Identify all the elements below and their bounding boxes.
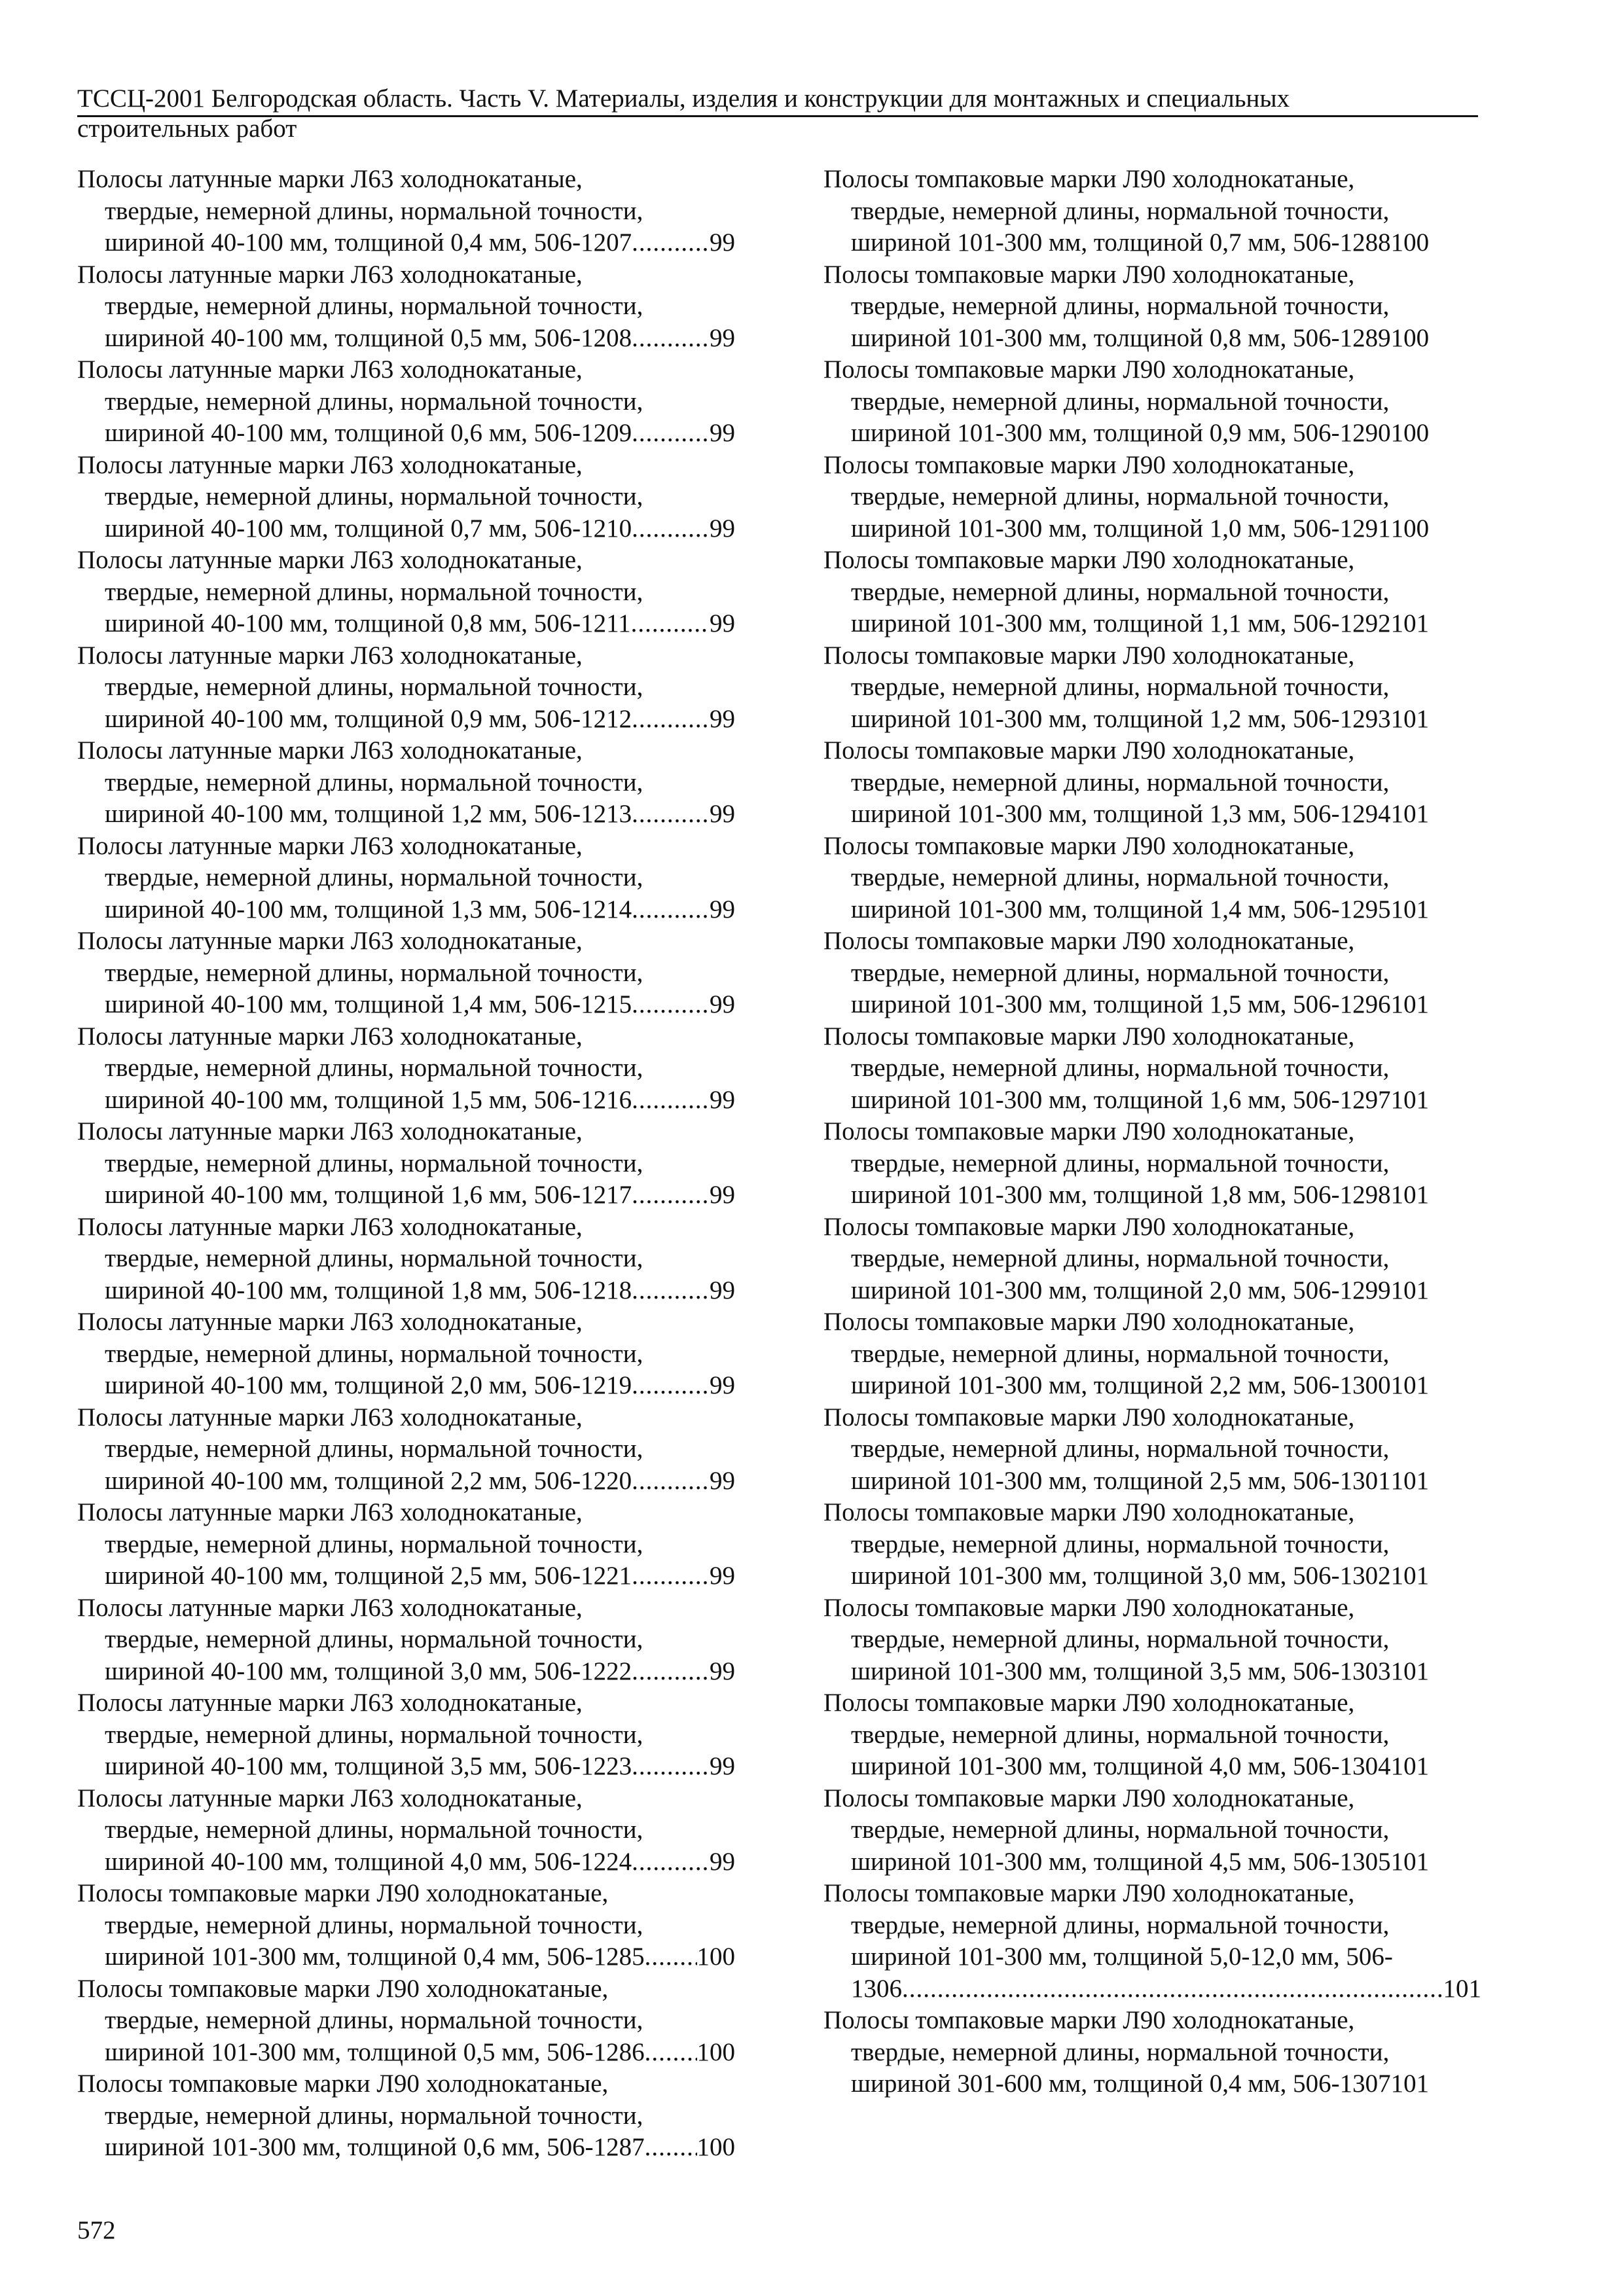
entry-spec: твердые, немерной длины, нормальной точности, [105, 958, 643, 987]
entry-detail-line [77, 1656, 735, 1688]
entry-spec: твердые, немерной длины, нормальной точности, [851, 577, 1390, 606]
dot-leader [645, 2037, 697, 2069]
entry-title: Полосы латунные марки Л63 холоднокатаные, [77, 736, 583, 764]
entry-spec: твердые, немерной длины, нормальной точности, [105, 1816, 643, 1844]
entry-title: Полосы томпаковые марки Л90 холоднокатаные, [77, 1879, 609, 1907]
entry-detail: шириной 301-600 мм, толщиной 0,4 мм, 506-1307 [851, 2070, 1391, 2098]
entry-detail: шириной 40-100 мм, толщиной 1,6 мм, 506-1217 [105, 1181, 632, 1209]
entry-detail: шириной 40-100 мм, толщиной 1,4 мм, 506-1215 [105, 990, 632, 1018]
entry-detail-line [77, 1846, 735, 1878]
entry-title: Полосы латунные марки Л63 холоднокатаные, [77, 260, 583, 289]
entry-title: Полосы латунные марки Л63 холоднокатаные, [77, 165, 583, 193]
entry-spec: твердые, немерной длины, нормальной точности, [851, 292, 1390, 320]
index-entry [823, 2005, 1481, 2100]
entry-detail-line [77, 1275, 735, 1307]
page-reference: 101 [1390, 1371, 1430, 1399]
entry-title: Полосы томпаковые марки Л90 холоднокатаные, [823, 355, 1355, 384]
entry-spec: твердые, немерной длины, нормальной точности, [105, 196, 643, 225]
entry-title: Полосы томпаковые марки Л90 холоднокатаные, [823, 927, 1355, 955]
page-reference: 100 [696, 2037, 735, 2066]
index-entry [77, 1497, 735, 1592]
index-entry [823, 1497, 1481, 1592]
entry-title: Полосы томпаковые марки Л90 холоднокатаные, [823, 1498, 1355, 1526]
dot-leader [632, 1560, 710, 1592]
index-entry [77, 545, 735, 640]
entry-detail: шириной 101-300 мм, толщиной 0,5 мм, 506-1286 [105, 2037, 645, 2066]
entry-detail: шириной 101-300 мм, толщиной 0,9 мм, 506-1290 [851, 419, 1391, 447]
entry-detail-line [823, 1370, 1481, 1402]
entry-detail: шириной 40-100 мм, толщиной 0,8 мм, 506-1211 [105, 609, 631, 637]
entry-title: Полосы томпаковые марки Л90 холоднокатаные, [823, 831, 1355, 860]
index-entry [77, 640, 735, 736]
dot-leader [632, 1085, 710, 1117]
entry-detail-line [77, 1941, 735, 1973]
page-reference: 101 [1390, 1657, 1430, 1685]
entry-spec: твердые, немерной длины, нормальной точности, [105, 2006, 643, 2034]
entry-detail: шириной 101-300 мм, толщиной 0,4 мм, 506-1285 [105, 1943, 645, 1971]
page-reference: 101 [1390, 1276, 1430, 1304]
page-reference: 101 [1390, 609, 1430, 637]
index-entry [77, 164, 735, 259]
entry-title: Полосы латунные марки Л63 холоднокатаные, [77, 1212, 583, 1241]
entry-detail-line [823, 227, 1481, 259]
page-reference: 99 [710, 1657, 735, 1685]
index-entry [77, 259, 735, 355]
page-reference: 100 [1390, 419, 1430, 447]
entry-spec: твердые, немерной длины, нормальной точности, [851, 1910, 1390, 1939]
index-entry [77, 450, 735, 545]
page-reference: 101 [1390, 1085, 1430, 1114]
entry-detail-line [823, 798, 1481, 831]
entry-title: Полосы томпаковые марки Л90 холоднокатаные, [823, 1593, 1355, 1622]
entry-title: Полосы томпаковые марки Л90 холоднокатаные, [823, 1022, 1355, 1050]
entry-spec: твердые, немерной длины, нормальной точности, [105, 1530, 643, 1558]
page-reference: 99 [710, 1085, 735, 1114]
page-reference: 99 [710, 514, 735, 543]
entry-detail-line [823, 1085, 1481, 1117]
dot-leader [632, 704, 710, 736]
entry-spec: твердые, немерной длины, нормальной точности, [851, 673, 1390, 701]
entry-detail: шириной 40-100 мм, толщиной 0,5 мм, 506-1208 [105, 323, 632, 352]
entry-detail: шириной 101-300 мм, толщиной 1,2 мм, 506-1293 [851, 704, 1391, 733]
header-title-line2: строительных работ [77, 115, 297, 143]
index-entry [823, 1783, 1481, 1878]
dot-leader [902, 1973, 1443, 2005]
page-reference: 101 [1390, 895, 1430, 924]
entry-detail-line [823, 513, 1481, 545]
dot-leader [632, 1846, 710, 1878]
dot-leader [632, 418, 710, 450]
entry-detail: шириной 40-100 мм, толщиной 1,5 мм, 506-1216 [105, 1085, 632, 1114]
entry-detail: шириной 40-100 мм, толщиной 3,5 мм, 506-1223 [105, 1752, 632, 1780]
entry-detail-line [823, 323, 1481, 355]
index-entry [823, 354, 1481, 450]
entry-spec: твердые, немерной длины, нормальной точности, [105, 577, 643, 606]
index-entry [823, 450, 1481, 545]
page-reference: 100 [1390, 228, 1430, 257]
entry-spec: твердые, немерной длины, нормальной точности, [851, 1816, 1390, 1844]
entry-title: Полосы томпаковые марки Л90 холоднокатаные, [823, 1403, 1355, 1431]
entry-detail: шириной 40-100 мм, толщиной 2,5 мм, 506-1221 [105, 1562, 632, 1590]
entry-spec: твердые, немерной длины, нормальной точности, [851, 1054, 1390, 1082]
entry-title: Полосы томпаковые марки Л90 холоднокатаные, [823, 260, 1355, 289]
entry-detail: шириной 40-100 мм, толщиной 4,0 мм, 506-1224 [105, 1847, 632, 1876]
entry-detail: шириной 101-300 мм, толщиной 1,6 мм, 506-1297 [851, 1085, 1391, 1114]
index-entry [77, 1211, 735, 1307]
page-reference: 101 [1390, 704, 1430, 733]
entry-title: Полосы латунные марки Л63 холоднокатаные, [77, 355, 583, 384]
dot-leader [632, 1179, 710, 1211]
page-reference: 99 [710, 800, 735, 828]
entry-detail: шириной 101-300 мм, толщиной 1,1 мм, 506-1292 [851, 609, 1391, 637]
entry-spec: твердые, немерной длины, нормальной точности, [105, 1720, 643, 1749]
entry-spec: твердые, немерной длины, нормальной точности, [851, 482, 1390, 511]
index-entry [77, 354, 735, 450]
index-entry [823, 545, 1481, 640]
index-entry [823, 259, 1481, 355]
entry-spec: твердые, немерной длины, нормальной точности, [105, 768, 643, 797]
entry-spec: твердые, немерной длины, нормальной точности, [851, 1435, 1390, 1463]
index-entry [77, 1021, 735, 1117]
entry-detail-line [77, 2037, 735, 2069]
index-entry [823, 640, 1481, 736]
entry-detail-line [823, 608, 1481, 640]
index-entry [823, 1878, 1481, 2005]
entry-detail: шириной 40-100 мм, толщиной 0,7 мм, 506-1210 [105, 514, 632, 543]
entry-title: Полосы латунные марки Л63 холоднокатаные, [77, 1784, 583, 1812]
index-entry [77, 1783, 735, 1878]
entry-detail: шириной 101-300 мм, толщиной 4,5 мм, 506-1305 [851, 1847, 1391, 1876]
entry-detail: шириной 101-300 мм, толщиной 2,5 мм, 506-1301 [851, 1466, 1391, 1495]
page-reference: 100 [696, 1943, 735, 1971]
entry-spec: твердые, немерной длины, нормальной точности, [851, 1720, 1390, 1749]
index-entry [823, 1021, 1481, 1117]
entry-detail: шириной 101-300 мм, толщиной 1,0 мм, 506-1291 [851, 514, 1391, 543]
entry-detail: шириной 40-100 мм, толщиной 0,9 мм, 506-1212 [105, 704, 632, 733]
entry-detail: шириной 101-300 мм, толщиной 0,6 мм, 506-1287 [105, 2133, 645, 2161]
entry-detail: шириной 101-300 мм, толщиной 5,0-12,0 мм, 506- [851, 1943, 1393, 1971]
entry-title: Полосы латунные марки Л63 холоднокатаные, [77, 1593, 583, 1622]
page-reference: 99 [710, 1466, 735, 1495]
entry-title: Полосы латунные марки Л63 холоднокатаные, [77, 1308, 583, 1336]
entry-detail-line [823, 894, 1481, 926]
entry-detail: шириной 101-300 мм, толщиной 2,0 мм, 506-1299 [851, 1276, 1391, 1304]
entry-detail-line [823, 418, 1481, 450]
page-reference: 99 [710, 990, 735, 1018]
entry-detail: шириной 40-100 мм, толщиной 1,8 мм, 506-1218 [105, 1276, 632, 1304]
entry-title: Полосы томпаковые марки Л90 холоднокатаные, [77, 1974, 609, 2003]
dot-leader [631, 608, 710, 640]
entry-detail-line [823, 989, 1481, 1021]
entry-title: Полосы томпаковые марки Л90 холоднокатаные, [823, 1689, 1355, 1717]
entry-title: Полосы томпаковые марки Л90 холоднокатаные, [823, 1879, 1355, 1907]
page-reference: 101 [1443, 1974, 1481, 2003]
entry-spec: твердые, немерной длины, нормальной точности, [105, 2101, 643, 2130]
entry-title: Полосы томпаковые марки Л90 холоднокатаные, [823, 1212, 1355, 1241]
entry-code-continued: 1306 [851, 1974, 902, 2003]
entry-detail: шириной 40-100 мм, толщиной 3,0 мм, 506-1222 [105, 1657, 632, 1685]
entry-detail-line [77, 227, 735, 259]
index-entry [823, 1687, 1481, 1783]
entry-detail-line [77, 1751, 735, 1783]
entry-detail-line [77, 1370, 735, 1402]
index-entry [77, 1592, 735, 1688]
entry-detail: шириной 101-300 мм, толщиной 0,7 мм, 506-1288 [851, 228, 1391, 257]
index-entry [77, 1878, 735, 1973]
dot-leader [632, 798, 710, 831]
entry-detail: шириной 40-100 мм, толщиной 2,2 мм, 506-1220 [105, 1466, 632, 1495]
entry-detail-line [77, 894, 735, 926]
entry-title: Полосы латунные марки Л63 холоднокатаные, [77, 831, 583, 860]
entry-detail: шириной 101-300 мм, толщиной 2,2 мм, 506-1300 [851, 1371, 1391, 1399]
entry-title: Полосы латунные марки Л63 холоднокатаные, [77, 1498, 583, 1526]
entry-detail-line [77, 2132, 735, 2164]
page-reference: 99 [710, 419, 735, 447]
dot-leader [632, 323, 710, 355]
entry-spec: твердые, немерной длины, нормальной точности, [851, 863, 1390, 891]
entry-detail-line [823, 2068, 1481, 2100]
entry-title: Полосы томпаковые марки Л90 холоднокатаные, [823, 1784, 1355, 1812]
page-reference: 99 [710, 1847, 735, 1876]
entry-detail-line [823, 1973, 1481, 2005]
dot-leader [632, 1370, 710, 1402]
entry-detail-line [823, 1560, 1481, 1592]
entry-detail: шириной 40-100 мм, толщиной 1,2 мм, 506-1213 [105, 800, 632, 828]
entry-title: Полосы латунные марки Л63 холоднокатаные, [77, 450, 583, 479]
entry-detail-line [823, 1465, 1481, 1498]
entry-title: Полосы томпаковые марки Л90 холоднокатаные, [823, 450, 1355, 479]
entry-detail: шириной 101-300 мм, толщиной 3,0 мм, 506-1302 [851, 1562, 1391, 1590]
entry-spec: твердые, немерной длины, нормальной точности, [105, 1435, 643, 1463]
entry-title: Полосы латунные марки Л63 холоднокатаные, [77, 546, 583, 574]
header-rule [77, 115, 1478, 117]
index-column-left [77, 164, 735, 2164]
entry-title: Полосы томпаковые марки Л90 холоднокатаные, [823, 165, 1355, 193]
entry-spec: твердые, немерной длины, нормальной точности, [105, 1054, 643, 1082]
page-reference: 101 [1390, 2070, 1430, 2098]
index-entry [823, 1592, 1481, 1688]
index-entry [77, 831, 735, 926]
entry-title: Полосы томпаковые марки Л90 холоднокатаные, [823, 641, 1355, 670]
entry-spec: твердые, немерной длины, нормальной точности, [105, 1625, 643, 1653]
entry-title: Полосы томпаковые марки Л90 холоднокатаные, [823, 546, 1355, 574]
index-entry [823, 1211, 1481, 1307]
entry-spec: твердые, немерной длины, нормальной точности, [851, 1244, 1390, 1272]
entry-title: Полосы латунные марки Л63 холоднокатаные, [77, 641, 583, 670]
dot-leader [632, 1465, 710, 1498]
entry-spec: твердые, немерной длины, нормальной точности, [105, 1910, 643, 1939]
entry-title: Полосы томпаковые марки Л90 холоднокатаные, [823, 736, 1355, 764]
entry-title: Полосы латунные марки Л63 холоднокатаные, [77, 1022, 583, 1050]
index-entry [823, 1402, 1481, 1498]
page-reference: 101 [1390, 1181, 1430, 1209]
entry-spec: твердые, немерной длины, нормальной точности, [851, 768, 1390, 797]
entry-title: Полосы латунные марки Л63 холоднокатаные, [77, 1403, 583, 1431]
page-reference: 99 [710, 1181, 735, 1209]
index-entry [823, 1306, 1481, 1402]
dot-leader [632, 989, 710, 1021]
entry-detail: шириной 101-300 мм, толщиной 1,4 мм, 506-1295 [851, 895, 1391, 924]
entry-detail-line [77, 608, 735, 640]
index-entry [77, 1402, 735, 1498]
index-entry [823, 735, 1481, 831]
dot-leader [632, 1751, 710, 1783]
entry-detail: шириной 40-100 мм, толщиной 1,3 мм, 506-1214 [105, 895, 632, 924]
index-entry [77, 2068, 735, 2164]
dot-leader [632, 894, 710, 926]
entry-detail-line [77, 1085, 735, 1117]
page-reference: 101 [1390, 1752, 1430, 1780]
entry-detail-line [823, 1275, 1481, 1307]
page-reference: 100 [1390, 323, 1430, 352]
entry-spec: твердые, немерной длины, нормальной точности, [105, 292, 643, 320]
dot-leader [632, 1275, 710, 1307]
page-reference: 99 [710, 228, 735, 257]
entry-spec: твердые, немерной длины, нормальной точности, [105, 673, 643, 701]
entry-spec: твердые, немерной длины, нормальной точности, [105, 1244, 643, 1272]
entry-detail-line [77, 989, 735, 1021]
entry-spec: твердые, немерной длины, нормальной точности, [105, 1339, 643, 1368]
entry-title: Полосы латунные марки Л63 холоднокатаные, [77, 1117, 583, 1145]
index-column-right [823, 164, 1481, 2100]
entry-detail-line [77, 513, 735, 545]
entry-detail: шириной 101-300 мм, толщиной 1,8 мм, 506-1298 [851, 1181, 1391, 1209]
entry-title: Полосы томпаковые марки Л90 холоднокатаные, [77, 2070, 609, 2098]
index-entry [77, 735, 735, 831]
index-entry [77, 1116, 735, 1211]
page-reference: 99 [710, 1562, 735, 1590]
entry-detail: шириной 101-300 мм, толщиной 3,5 мм, 506-1303 [851, 1657, 1391, 1685]
entry-title: Полосы томпаковые марки Л90 холоднокатаные, [823, 1308, 1355, 1336]
page-reference: 101 [1390, 1847, 1430, 1876]
entry-title: Полосы томпаковые марки Л90 холоднокатаные, [823, 2006, 1355, 2034]
entry-spec: твердые, немерной длины, нормальной точности, [851, 387, 1390, 416]
page-reference: 101 [1390, 990, 1430, 1018]
entry-spec: твердые, немерной длины, нормальной точности, [851, 196, 1390, 225]
dot-leader [632, 227, 710, 259]
dot-leader [632, 1656, 710, 1688]
index-entry [77, 1687, 735, 1783]
page-reference: 99 [710, 1752, 735, 1780]
entry-spec: твердые, немерной длины, нормальной точности, [851, 1339, 1390, 1368]
page-reference: 101 [1390, 800, 1430, 828]
entry-detail: шириной 40-100 мм, толщиной 2,0 мм, 506-1219 [105, 1371, 632, 1399]
entry-spec: твердые, немерной длины, нормальной точности, [851, 1530, 1390, 1558]
page-reference: 101 [1390, 1562, 1430, 1590]
entry-detail: шириной 101-300 мм, толщиной 1,5 мм, 506-1296 [851, 990, 1391, 1018]
entry-detail-line [823, 704, 1481, 736]
entry-spec: твердые, немерной длины, нормальной точности, [851, 2037, 1390, 2066]
dot-leader [645, 2132, 697, 2164]
page-reference: 99 [710, 1371, 735, 1399]
entry-spec: твердые, немерной длины, нормальной точности, [105, 1149, 643, 1177]
index-entry [823, 925, 1481, 1021]
entry-detail-line [77, 798, 735, 831]
page-reference: 101 [1390, 1466, 1430, 1495]
entry-spec: твердые, немерной длины, нормальной точности, [105, 863, 643, 891]
entry-detail: шириной 40-100 мм, толщиной 0,4 мм, 506-1207 [105, 228, 632, 257]
page-reference: 100 [1390, 514, 1430, 543]
page-reference: 99 [710, 895, 735, 924]
index-entry [823, 1116, 1481, 1211]
entry-title: Полосы латунные марки Л63 холоднокатаные, [77, 927, 583, 955]
entry-detail-line [77, 1465, 735, 1498]
entry-detail-line [823, 1846, 1481, 1878]
entry-detail-line [77, 323, 735, 355]
page-reference: 99 [710, 609, 735, 637]
entry-detail-line [823, 1656, 1481, 1688]
entry-spec: твердые, немерной длины, нормальной точности, [105, 482, 643, 511]
entry-detail-line [77, 1179, 735, 1211]
entry-detail-line [823, 1941, 1481, 1973]
entry-detail-line [77, 704, 735, 736]
index-entry [77, 925, 735, 1021]
running-header [77, 84, 1478, 144]
entry-spec: твердые, немерной длины, нормальной точности, [851, 958, 1390, 987]
entry-spec: твердые, немерной длины, нормальной точности, [851, 1625, 1390, 1653]
entry-detail-line [823, 1179, 1481, 1211]
page-reference: 99 [710, 1276, 735, 1304]
dot-leader [632, 513, 710, 545]
page-reference: 99 [710, 323, 735, 352]
entry-detail: шириной 101-300 мм, толщиной 4,0 мм, 506-1304 [851, 1752, 1391, 1780]
index-entry [823, 831, 1481, 926]
page-reference: 100 [696, 2133, 735, 2161]
index-entry [823, 164, 1481, 259]
entry-spec: твердые, немерной длины, нормальной точности, [851, 1149, 1390, 1177]
entry-detail: шириной 101-300 мм, толщиной 0,8 мм, 506-1289 [851, 323, 1391, 352]
entry-spec: твердые, немерной длины, нормальной точности, [105, 387, 643, 416]
entry-title: Полосы томпаковые марки Л90 холоднокатаные, [823, 1117, 1355, 1145]
entry-detail-line [77, 418, 735, 450]
index-entry [77, 1973, 735, 2069]
entry-detail-line [77, 1560, 735, 1592]
entry-detail-line [823, 1751, 1481, 1783]
entry-detail: шириной 40-100 мм, толщиной 0,6 мм, 506-1209 [105, 419, 632, 447]
page-reference: 99 [710, 704, 735, 733]
page-number: 572 [77, 2216, 116, 2244]
entry-detail: шириной 101-300 мм, толщиной 1,3 мм, 506-1294 [851, 800, 1391, 828]
header-title-line1: ТССЦ-2001 Белгородская область. Часть V. Материалы, изделия и конструкции для монтажных и специальных [77, 84, 1290, 113]
index-entry [77, 1306, 735, 1402]
dot-leader [645, 1941, 697, 1973]
entry-title: Полосы латунные марки Л63 холоднокатаные, [77, 1689, 583, 1717]
